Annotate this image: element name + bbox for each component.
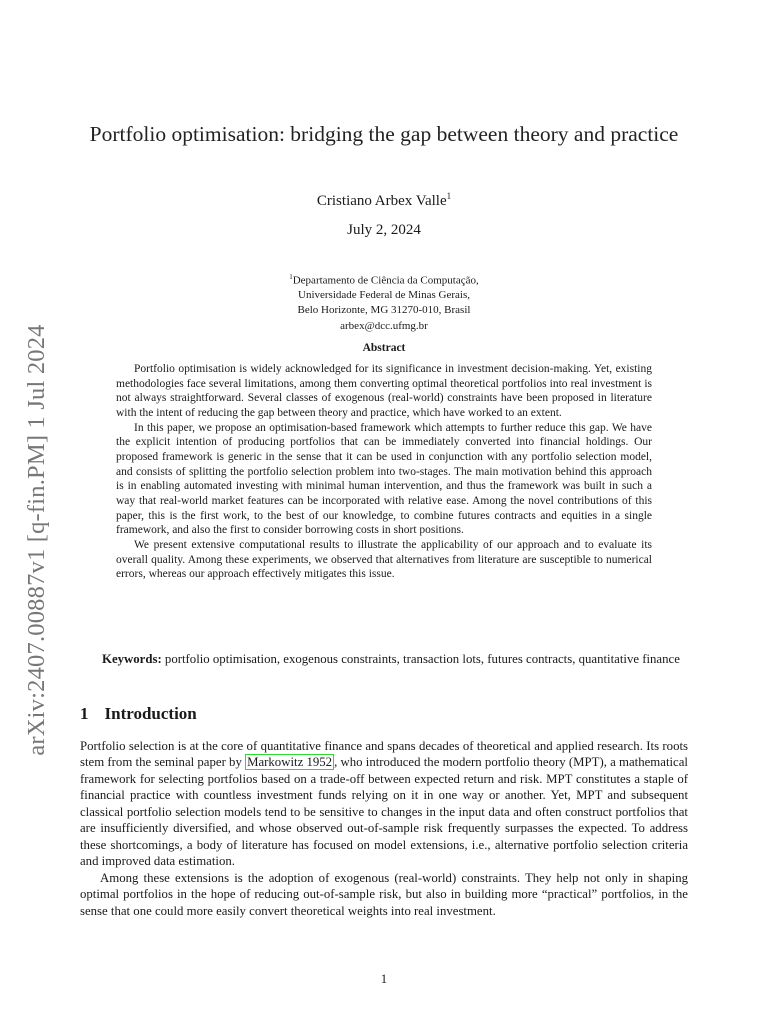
abstract-heading: Abstract (362, 342, 406, 354)
affiliation-line-3: Belo Horizonte, MG 31270-010, Brasil (297, 303, 471, 316)
affiliation-mark: 1 (289, 273, 293, 281)
introduction-body (80, 738, 688, 919)
author-email: arbex@dcc.ufmg.br (340, 320, 428, 333)
page-number: 1 (380, 972, 388, 986)
keywords-block (80, 651, 688, 668)
abstract-paragraph-1: Portfolio optimisation is widely acknowledged for its significance in investment decision-making. Yet, existing methodologies face several limitations, among them converting optimal theoretical portfolios into real investment is not always straightforward. Several classes of exogenous (real-world) constraints have been proposed in literature with the intent of reducing the gap between theory and practice, which have worked to an extent. (116, 363, 652, 419)
paper-title: Portfolio optimisation: bridging the gap between theory and practice (89, 122, 679, 146)
abstract-paragraph-3: We present extensive computational results to illustrate the applicability of our approach and to evaluate its overall quality. Among these experiments, we observed that alternatives from literature are susceptible to numerical errors, whereas our approach effectively mitigates this issue. (116, 538, 652, 581)
intro-paragraph-1: Portfolio selection is at the core of quantitative finance and spans decades of theoretical and applied research. Its roots stem from the seminal paper by Markowitz 1952 , who introduced the modern portfolio theory (MPT), a mathematical framework for selecting portfolios based on a trade-off between expected return and risk. MPT constitutes a staple of financial practice with countless investment funds relying on it in one way or another. Yet, MPT and subsequent classical portfolio selection models tend to be sensitive to changes in the input data and often construct portfolios that are insufficiently diversified, and whose observed out-of-sample risk frequently surpasses the expected. To address these shortcomings, a body of literature has focused on model extensions, i.e., alternative portfolio selection criteria and improved data estimation. (80, 739, 688, 869)
section-number: 1 (80, 704, 89, 723)
paper-date: July 2, 2024 (347, 222, 421, 238)
section-title: Introduction (104, 704, 197, 723)
author-line (80, 191, 688, 210)
affiliation-line-1: $^1$Departamento de Ciência da Computação, (289, 273, 479, 287)
intro-paragraph-2: Among these extensions is the adoption of exogenous (real-world) constraints. They help not only in shaping optimal portfolios in the hope of reducing out-of-sample risk, but also in building more “practical” portfolios, in the sense that one could more easily convert theoretical weights into real investment. (80, 870, 688, 918)
affiliation-line-2: Universidade Federal de Minas Gerais, (298, 289, 470, 302)
section-heading-introduction (80, 704, 197, 724)
abstract-paragraph-2: In this paper, we propose an optimisation-based framework which attempts to further reduce this gap. We have the explicit intention of producing portfolios that can be immediately converted into financial holdings. Our proposed framework is generic in the sense that it can be used in conjunction with any portfolio selection model, and consists of splitting the portfolio selection problem into two-stages. The main motivation behind this approach is in enabling automated investing with minimal human intervention, and thus the framework was built in such a way that real-world market features can be incorporated with relative ease. Among the novel contributions of this paper, this is the first work, to the best of our knowledge, to combine futures contracts and equities in a single framework, and also the first to consider borrowing costs in short positions. (116, 421, 652, 537)
arxiv-identifier-stamp: arXiv:2407.00887v1 [q-fin.PM] 1 Jul 2024 (23, 324, 50, 756)
affiliation-block (80, 270, 688, 334)
author-affiliation-mark: 1 (446, 191, 452, 201)
citation-link-markowitz[interactable]: Markowitz 1952 (247, 755, 333, 770)
abstract-body (116, 362, 652, 582)
keywords-text: portfolio optimisation, exogenous constraints, transaction lots, futures contracts, quantitative finance (164, 652, 680, 666)
keywords-label: Keywords: (102, 652, 162, 666)
author-name: Cristiano Arbex Valle (316, 193, 447, 209)
